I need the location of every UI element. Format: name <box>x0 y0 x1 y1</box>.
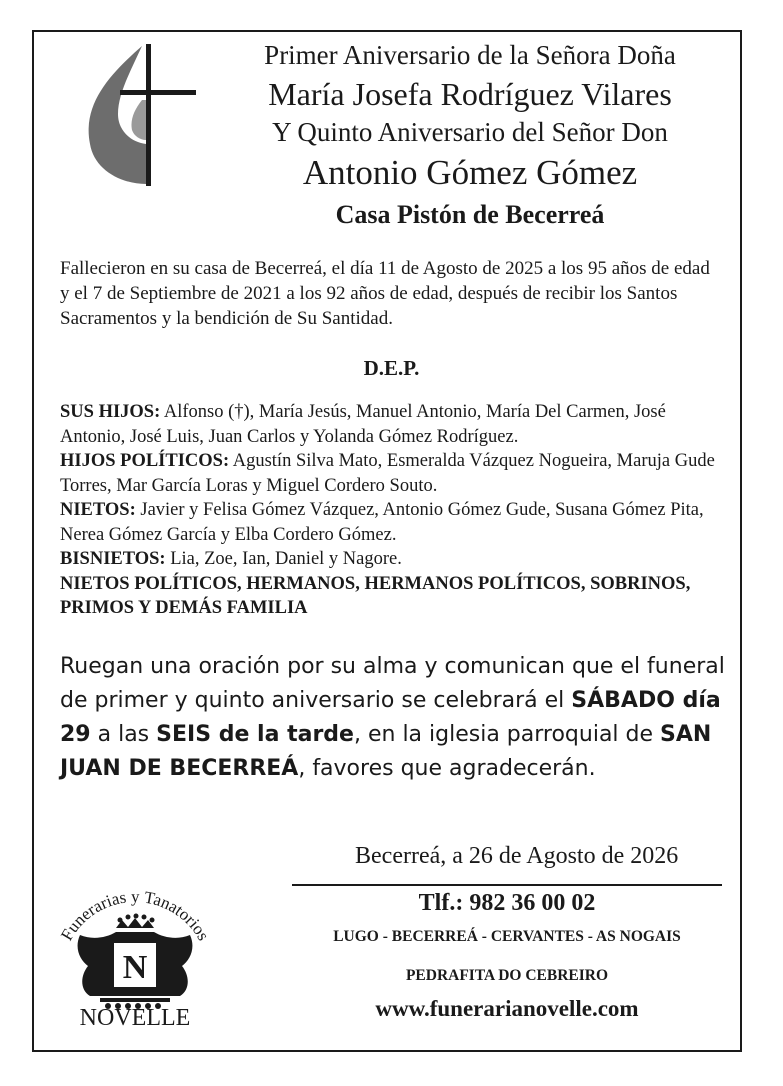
dep-label: D.E.P. <box>363 356 420 380</box>
ruegan-text-4: , favores que agradecerán. <box>298 756 596 781</box>
cross-flame-icon <box>80 44 198 194</box>
notice-date: Becerreá, a 26 de Agosto de 2026 <box>355 843 679 869</box>
family-politicos <box>60 449 732 498</box>
ruegan-church: SAN JUAN DE BECERREÁ <box>60 722 712 781</box>
divider <box>292 884 722 886</box>
heading-line-3: Y Quinto Aniversario del Señor Don <box>272 117 668 147</box>
ruegan-text-3: , en la iglesia parroquial de <box>353 722 661 747</box>
family-nietos <box>60 498 732 547</box>
nietos-names: Javier y Felisa Gómez Vázquez, Antonio Gómez Gude, Susana Gómez Pita, Nerea Gómez García y Elba Cordero Gómez. <box>60 500 704 545</box>
hijos-names: Alfonso (†), María Jesús, Manuel Antonio, María Del Carmen, José Antonio, José Luis, Juan Carlos y Yolanda Gómez Rodríguez. <box>60 402 666 447</box>
heading-line-2: María Josefa Rodríguez Vilares <box>268 76 672 112</box>
ruegan-text-1: Ruegan una oración por su alma y comunican que el funeral de primer y quinto aniversario se celebrará el <box>60 654 725 713</box>
logo-arc-text: Funerarias y Tanatorios <box>56 886 214 944</box>
family-hijos <box>60 400 732 449</box>
ruegan-text-2: a las <box>90 722 157 747</box>
ruegan-day: SÁBADO día 29 <box>60 688 721 747</box>
heading-house-name: Casa Pistón de Becerreá <box>335 200 605 229</box>
nietos-label: NIETOS: <box>60 500 136 520</box>
family-list <box>60 400 732 621</box>
logo-letter: N <box>122 949 148 986</box>
resto-names: NIETOS POLÍTICOS, HERMANOS, HERMANOS POLÍTICOS, SOBRINOS, PRIMOS Y DEMÁS FAMILIA <box>60 573 691 618</box>
politicos-label: HIJOS POLÍTICOS: <box>60 451 230 471</box>
bisnietos-label: BISNIETOS: <box>60 549 166 569</box>
ruegan-time: SEIS de la tarde <box>156 722 354 747</box>
family-resto <box>60 572 732 621</box>
heading-line-1: Primer Aniversario de la Señora Doña <box>264 40 676 70</box>
website-link[interactable]: www.funerarianovelle.com <box>375 996 639 1021</box>
phone-number: Tlf.: 982 36 00 02 <box>418 890 596 916</box>
family-bisnietos <box>60 547 732 572</box>
politicos-names: Agustín Silva Mato, Esmeralda Vázquez Nogueira, Maruja Gude Torres, Mar García Loras y Miguel Cordero Souto. <box>60 451 715 496</box>
location-pedrafita: PEDRAFITA DO CEBREIRO <box>405 967 609 984</box>
bisnietos-names: Lia, Zoe, Ian, Daniel y Nagore. <box>165 549 402 569</box>
intro-paragraph: Fallecieron en su casa de Becerreá, el día 11 de Agosto de 2025 a los 95 años de edad y el 7 de Septiembre de 2021 a los 92 años de edad, después de recibir los Santos Sacramentos y la bendición de Su Santidad. <box>60 258 710 329</box>
heading-line-4: Antonio Gómez Gómez <box>302 153 638 192</box>
locations: LUGO - BECERREÁ - CERVANTES - AS NOGAIS <box>333 928 681 945</box>
hijos-label: SUS HIJOS: <box>60 402 161 422</box>
logo-name: NOVELLE <box>79 1005 191 1031</box>
funeral-notice <box>60 650 732 786</box>
